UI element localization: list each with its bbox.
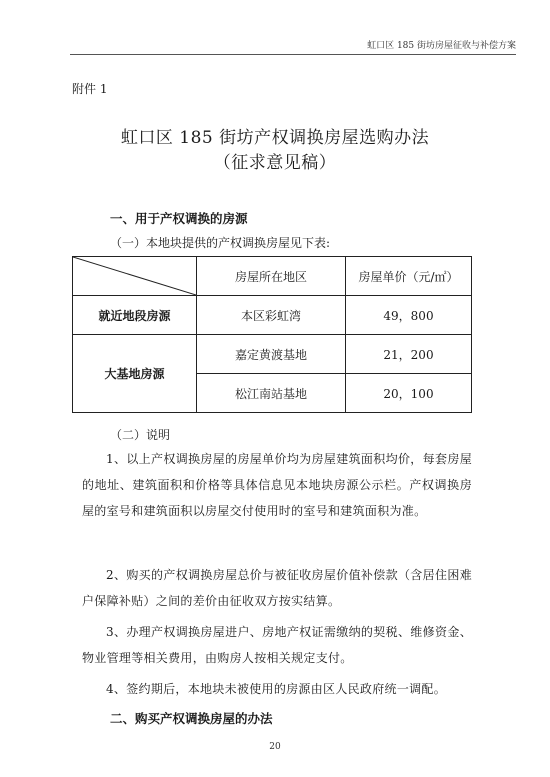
page-number: 20 <box>269 742 281 752</box>
document-subtitle: （征求意见稿） <box>213 153 337 173</box>
cell-area: 松江南站基地 <box>197 374 346 413</box>
section1-heading: 一、用于产权调换的房源 <box>110 211 248 226</box>
note-paragraph-2: 2、购买的产权调换房屋总价与被征收房屋价值补偿款（含居住困难户保障补贴）之间的差价由征收双方按实结算。 <box>82 568 472 608</box>
cell-price: 49，800 <box>346 296 472 335</box>
diagonal-line <box>73 257 196 295</box>
note-paragraph-1: 1、以上产权调换房屋的房屋单价均为房屋建筑面积均价，每套房屋的地址、建筑面积和价格等具体信息见本地块房源公示栏。产权调换房屋的室号和建筑面积以房屋交付使用时的室号和建筑面积为准。 <box>82 452 472 518</box>
document-title: 虹口区 185 街坊产权调换房屋选购办法 <box>120 128 430 148</box>
table-row <box>73 335 472 374</box>
housing-table <box>72 256 472 413</box>
diagonal-header-cell <box>73 257 197 296</box>
cell-price: 21，200 <box>346 335 472 374</box>
table-header-row <box>73 257 472 296</box>
table-row <box>73 296 472 335</box>
running-header: 虹口区 185 街坊房屋征收与补偿方案 <box>367 41 516 51</box>
row-category: 就近地段房源 <box>73 296 197 335</box>
cell-area: 本区彩虹湾 <box>197 296 346 335</box>
section1-subheading-notes: （二）说明 <box>110 428 171 442</box>
section1-subheading: （一）本地块提供的产权调换房屋见下表: <box>110 236 331 250</box>
cell-area: 嘉定黄渡基地 <box>197 335 346 374</box>
column-header-price: 房屋单价（元/㎡） <box>346 257 472 296</box>
column-header-location: 房屋所在地区 <box>197 257 346 296</box>
cell-price: 20，100 <box>346 374 472 413</box>
note-paragraph-4: 4、签约期后，本地块未被使用的房源由区人民政府统一调配。 <box>106 682 447 696</box>
note-paragraph-3: 3、办理产权调换房屋进户、房地产权证需缴纳的契税、维修资金、物业管理等相关费用，由购房人按相关规定支付。 <box>82 625 472 665</box>
row-category: 大基地房源 <box>73 335 197 413</box>
section2-heading: 二、购买产权调换房屋的办法 <box>110 711 273 726</box>
header-rule <box>70 54 516 55</box>
attachment-label: 附件 1 <box>72 82 108 96</box>
